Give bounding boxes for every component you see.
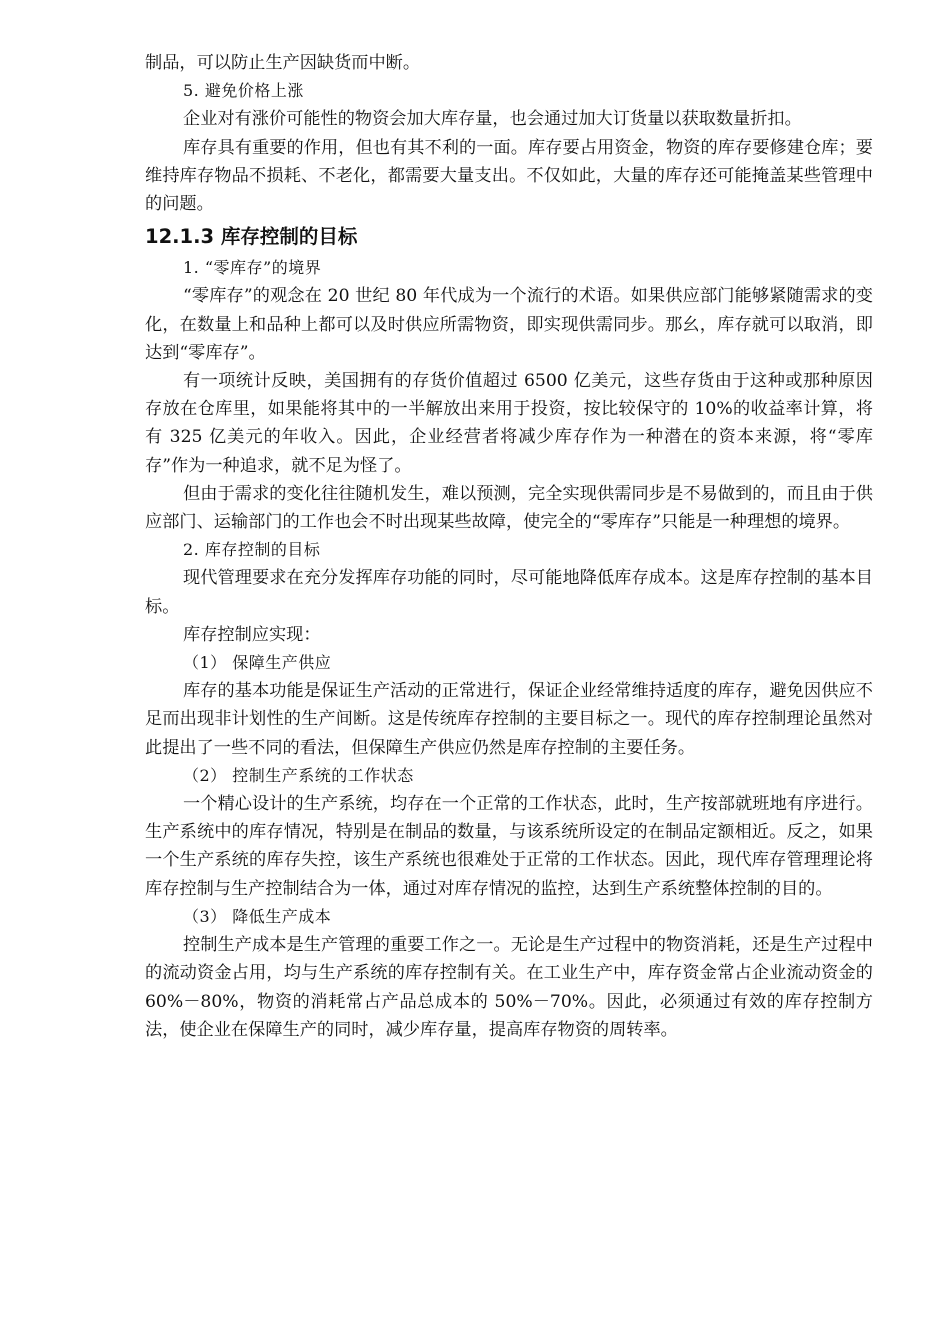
- paragraph: 有一项统计反映，美国拥有的存货价值超过 6500 亿美元，这些存货由于这种或那种原因存放在仓库里，如果能将其中的一半解放出来用于投资，按比较保守的 10%的收益率计算，将有 325 亿美元的年收入。因此，企业经营者将减少库存作为一种潜在的资本来源，将“零库存”作为一种追求，就不足为怪了。: [145, 371, 873, 476]
- paragraph: 现代管理要求在充分发挥库存功能的同时，尽可能地降低库存成本。这是库存控制的基本目标。: [145, 568, 873, 617]
- paragraph: 库存的基本功能是保证生产活动的正常进行，保证企业经常维持适度的库存，避免因供应不足而出现非计划性的生产间断。这是传统库存控制的主要目标之一。现代的库存控制理论虽然对此提出了一些不同的看法，但保障生产供应仍然是库存控制的主要任务。: [145, 681, 873, 758]
- paragraph-continuation: 制品，可以防止生产因缺货而中断。: [145, 53, 421, 73]
- paragraph: 一个精心设计的生产系统，均存在一个正常的工作状态，此时，生产按部就班地有序进行。生产系统中的库存情况，特别是在制品的数量，与该系统所设定的在制品定额相近。反之，如果一个生产系统的库存失控，该生产系统也很难处于正常的工作状态。因此，现代库存管理理论将库存控制与生产控制结合为一体，通过对库存情况的监控，达到生产系统整体控制的目的。: [145, 794, 873, 899]
- list-item-2: （2） 控制生产系统的工作状态: [183, 765, 414, 785]
- paragraph: 控制生产成本是生产管理的重要工作之一。无论是生产过程中的物资消耗，还是生产过程中的流动资金占用，均与生产系统的库存控制有关。在工业生产中，库存资金常占企业流动资金的 60%－80%，物资的消耗常占产品总成本的 50%－70%。因此，必须通过有效的库存控制方法，使企业在保障生产的同时，减少库存量，提高库存物资的周转率。: [145, 935, 873, 1040]
- paragraph: “零库存”的观念在 20 世纪 80 年代成为一个流行的术语。如果供应部门能够紧随需求的变化，在数量上和品种上都可以及时供应所需物资，即实现供需同步。那幺，库存就可以取消，即达到“零库存”。: [145, 286, 873, 363]
- subheading-price-rise: 5. 避免价格上涨: [183, 81, 304, 101]
- paragraph: 库存具有重要的作用，但也有其不利的一面。库存要占用资金，物资的库存要修建仓库；要维持库存物品不损耗、不老化，都需要大量支出。不仅如此，大量的库存还可能掩盖某些管理中的问题。: [145, 137, 873, 215]
- subheading-zero-inventory: 1. “零库存”的境界: [183, 258, 322, 278]
- subheading-control-goal: 2. 库存控制的目标: [183, 540, 321, 560]
- document-body: [145, 49, 873, 1044]
- list-item-3: （3） 降低生产成本: [183, 906, 332, 926]
- section-heading: 12.1.3 库存控制的目标: [145, 225, 358, 249]
- paragraph: 库存控制应实现：: [183, 624, 321, 645]
- paragraph: 但由于需求的变化往往随机发生，难以预测，完全实现供需同步是不易做到的，而且由于供应部门、运输部门的工作也会不时出现某些故障，使完全的“零库存”只能是一种理想的境界。: [145, 483, 873, 533]
- paragraph: 企业对有涨价可能性的物资会加大库存量，也会通过加大订货量以获取数量折扣。: [183, 109, 802, 130]
- list-item-1: （1） 保障生产供应: [183, 653, 332, 673]
